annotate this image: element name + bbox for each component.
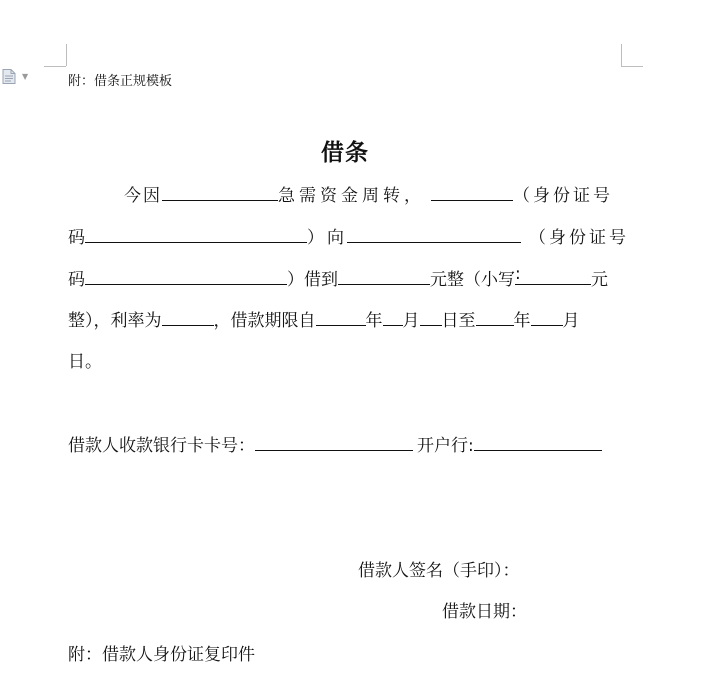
text-jinyin: 今因	[124, 186, 162, 206]
document-icon	[2, 69, 16, 84]
text-yuan-zheng: 元整（小写	[430, 270, 515, 290]
text-borrow: ）借到	[287, 270, 338, 290]
lender-id-blank[interactable]	[85, 224, 307, 243]
start-day-blank[interactable]	[420, 307, 442, 326]
start-year-blank[interactable]	[316, 307, 366, 326]
text-ma: 码	[68, 228, 85, 248]
start-month-blank[interactable]	[383, 307, 403, 326]
page-title: 借条	[321, 139, 369, 166]
text-day-to: 日至	[441, 311, 476, 331]
text-month: 月	[402, 311, 420, 331]
crop-mark	[621, 66, 643, 67]
text-ri: 日。	[68, 352, 102, 372]
reason-blank[interactable]	[162, 182, 278, 201]
end-month-blank[interactable]	[531, 307, 563, 326]
bank-line	[68, 431, 602, 457]
body-line-2	[68, 223, 629, 249]
text-term: ，借款期限自	[213, 311, 316, 331]
bank-branch-label: 开户行:	[417, 436, 474, 456]
crop-mark	[621, 44, 622, 66]
borrower-name-blank[interactable]	[347, 224, 521, 243]
signature-label: 借款人签名（手印）：	[358, 561, 520, 581]
body-line-5	[68, 347, 102, 373]
text-id-label-2: （身份证号	[529, 228, 629, 248]
crop-mark	[66, 44, 67, 66]
text-yuan: 元	[591, 270, 608, 290]
text-close-to: ）向	[307, 228, 347, 248]
text-rate: 整），利率为	[68, 311, 162, 331]
body-line-3	[68, 265, 608, 291]
interest-rate-blank[interactable]	[162, 307, 214, 326]
amount-upper-blank[interactable]	[338, 266, 430, 285]
text-year-2: 年	[513, 311, 531, 331]
attachment-note: 附：借款人身份证复印件	[68, 645, 255, 665]
bank-card-blank[interactable]	[255, 432, 413, 451]
text-month-2: 月	[562, 311, 580, 331]
end-year-blank[interactable]	[476, 307, 514, 326]
text-colon: :	[515, 264, 521, 284]
text-ma-2: 码	[68, 270, 85, 290]
bank-branch-blank[interactable]	[474, 432, 602, 451]
lender-name-blank[interactable]	[431, 182, 513, 201]
borrower-id-blank[interactable]	[85, 266, 287, 285]
date-label: 借款日期：	[442, 602, 527, 622]
dropdown-arrow-icon[interactable]: ▼	[22, 72, 29, 81]
header-note: 附：借条正规模板	[68, 74, 173, 89]
crop-mark	[44, 66, 66, 67]
text-need: 急需资金周转，	[278, 186, 425, 206]
body-line-1	[68, 181, 613, 207]
text-year: 年	[365, 311, 383, 331]
body-line-4	[68, 306, 580, 332]
text-id-label: （身份证号	[513, 186, 613, 206]
bank-card-label: 借款人收款银行卡卡号：	[68, 436, 255, 456]
paragraph-menu[interactable]	[2, 69, 34, 83]
amount-lower-blank[interactable]	[515, 266, 591, 285]
